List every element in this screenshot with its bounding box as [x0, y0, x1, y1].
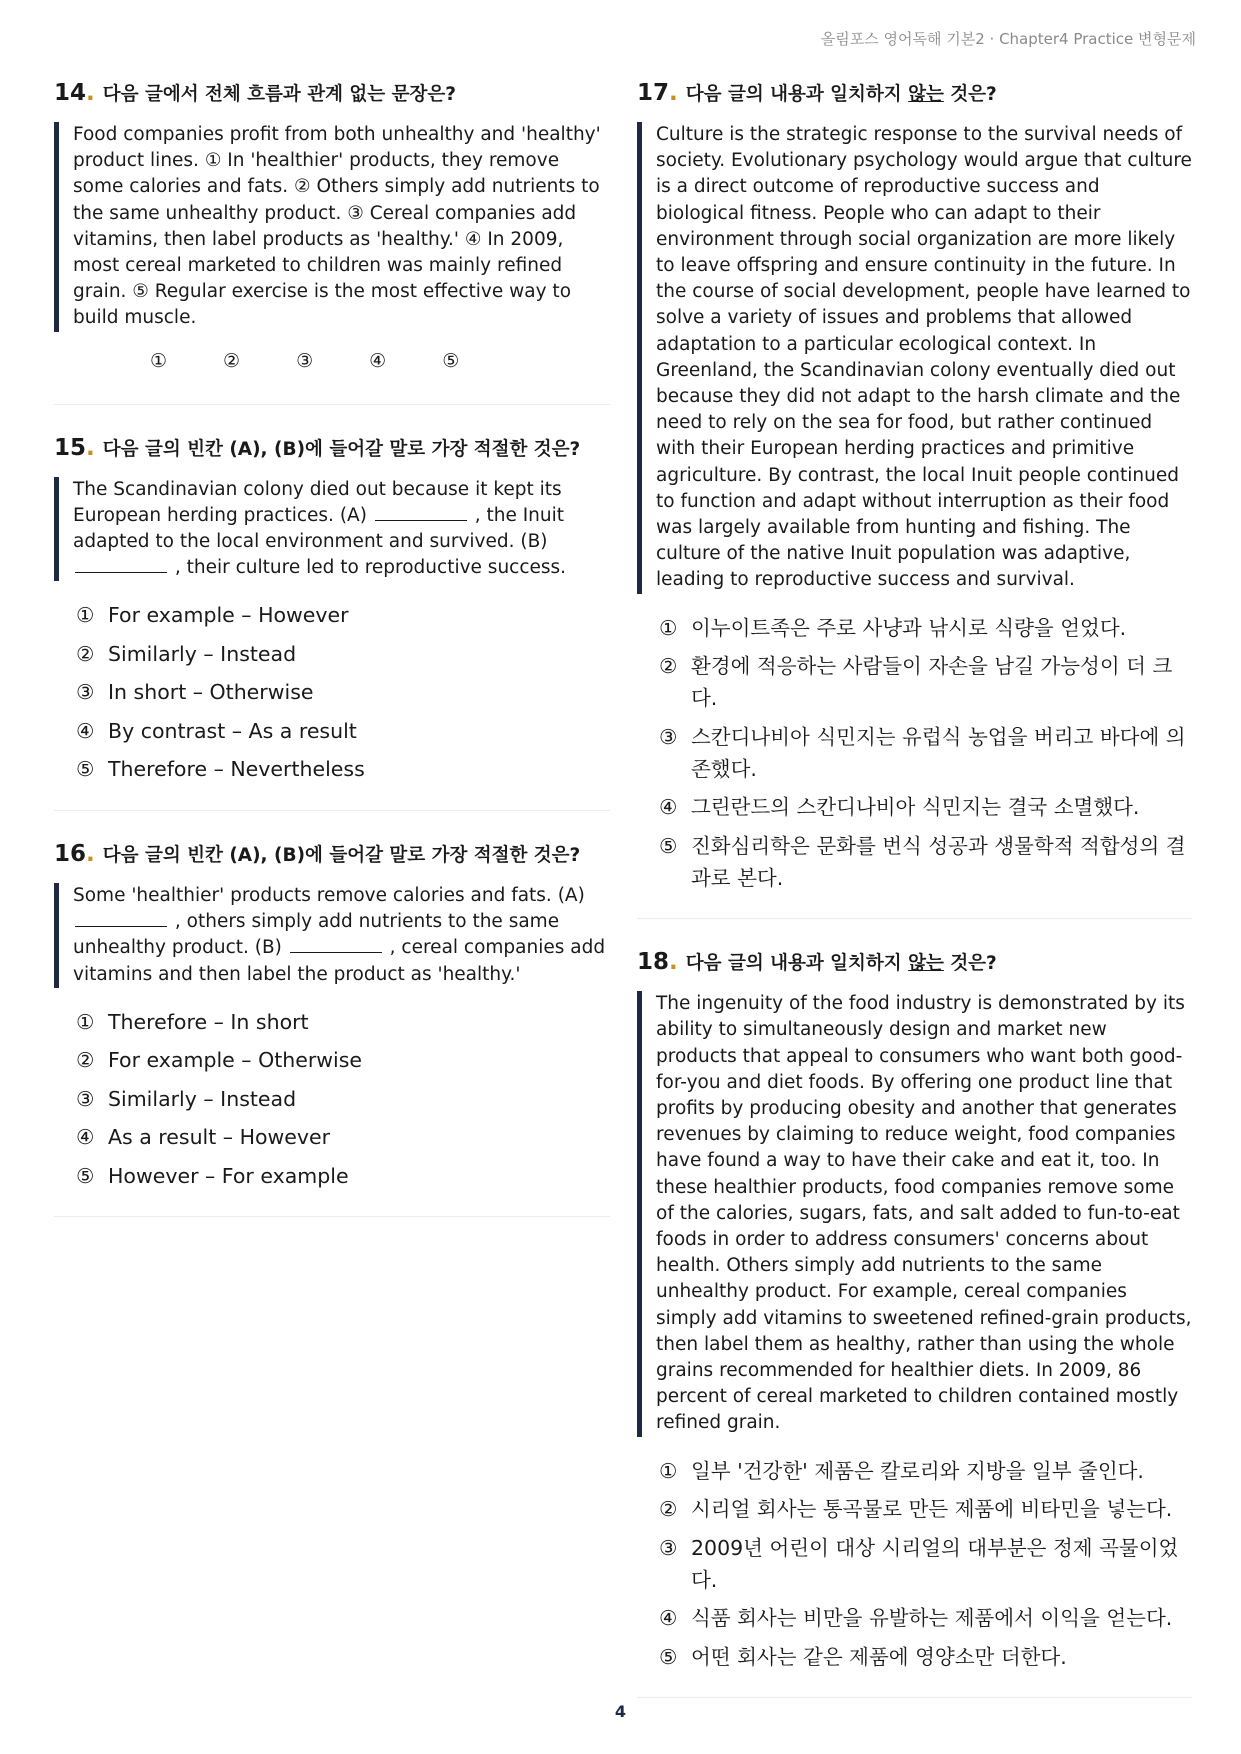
choice-4[interactable]: [659, 1602, 1192, 1634]
right-column: [637, 80, 1192, 1728]
page-number: 4: [614, 1702, 627, 1721]
choice-text: 이누이트족은 주로 사냥과 낚시로 식량을 얻었다.: [691, 615, 1127, 640]
choice-5[interactable]: [76, 753, 610, 785]
question-number-dot: .: [86, 80, 95, 106]
question-14: [54, 80, 610, 405]
choice-number: ⑤: [76, 1163, 95, 1188]
choice-text: 시리얼 회사는 통곡물로 만든 제품에 비타민을 넣는다.: [691, 1497, 1173, 1522]
choice-number: ④: [76, 718, 95, 743]
choice-number: ②: [76, 1048, 95, 1073]
choice-text: For example – Otherwise: [108, 1048, 363, 1073]
choice-2[interactable]: ②: [223, 349, 241, 372]
choice-text: 그린란드의 스칸디나비아 식민지는 결국 소멸했다.: [691, 795, 1140, 820]
choice-2[interactable]: [76, 638, 610, 670]
choice-1[interactable]: [659, 612, 1192, 644]
choice-number: ②: [659, 1497, 678, 1522]
choice-5[interactable]: [659, 1641, 1192, 1673]
choice-number: ①: [76, 1009, 95, 1034]
question-title: [686, 949, 997, 975]
choice-5[interactable]: ⑤: [442, 349, 460, 372]
question-number: 17: [637, 80, 670, 106]
title-text: 다음 글의 내용과 일치하지: [685, 84, 909, 105]
answer-choices: [637, 1455, 1192, 1673]
passage-part: , others simply add nutrients to the same unhealthy product. (B): [73, 911, 560, 959]
choice-text: However – For example: [108, 1163, 349, 1188]
choice-number: ④: [659, 795, 678, 820]
choice-number: ③: [659, 724, 678, 749]
question-title: 다음 글에서 전체 흐름과 관계 없는 문장은?: [102, 84, 456, 105]
choice-text: Similarly – Instead: [108, 1086, 297, 1111]
choice-1[interactable]: [659, 1455, 1192, 1487]
passage: Food companies profit from both unhealthy and 'healthy' product lines. ① In 'healthier' products, they remove some calories and fats. ② Others simply add nutrients to the same unhealthy product. ③ Cereal companies add vitamins, then label products as 'healthy.' ④ In 2009, most cereal marketed to children was mainly refined grain. ⑤ Regular exercise is the most effective way to build muscle.: [54, 122, 610, 332]
choice-number: ②: [659, 654, 678, 679]
title-text: 다음 글의 내용과 일치하지: [685, 953, 909, 975]
question-number: 16: [54, 840, 87, 867]
choice-5[interactable]: [659, 830, 1192, 894]
choice-3[interactable]: ③: [296, 349, 314, 372]
choice-number: ③: [659, 1535, 678, 1560]
answer-choices: [54, 350, 610, 372]
blank-b: [290, 936, 382, 953]
left-column: [54, 80, 610, 1247]
question-number: 15: [54, 434, 87, 461]
choice-number: ⑤: [659, 833, 678, 858]
blank-b: [75, 556, 167, 573]
question-heading: [637, 949, 1192, 975]
title-underlined: 않는: [908, 953, 944, 975]
choice-text: Therefore – In short: [108, 1009, 309, 1034]
question-title: [686, 80, 997, 106]
title-text: 것은?: [943, 84, 997, 105]
question-number: 14: [54, 80, 87, 106]
question-heading: [54, 841, 610, 867]
question-number-dot: .: [86, 434, 95, 461]
choice-3[interactable]: [76, 1083, 610, 1115]
choice-5[interactable]: [76, 1160, 610, 1192]
question-16: [54, 841, 610, 1217]
passage-part: , the Inuit adapted to the local environment and survived. (B): [73, 504, 565, 553]
question-15: [54, 435, 610, 811]
question-title: 다음 글의 빈칸 (A), (B)에 들어갈 말로 가장 적절한 것은?: [102, 438, 581, 460]
answer-choices: [637, 612, 1192, 894]
blank-a: [375, 504, 467, 521]
choice-text: 어떤 회사는 같은 제품에 영양소만 더한다.: [691, 1644, 1067, 1669]
question-title: 다음 글의 빈칸 (A), (B)에 들어갈 말로 가장 적절한 것은?: [102, 844, 581, 866]
question-heading: [54, 435, 610, 461]
choice-text: 스칸디나비아 식민지는 유럽식 농업을 버리고 바다에 의존했다.: [691, 724, 1186, 781]
question-number-dot: .: [86, 840, 95, 867]
choice-1[interactable]: [76, 599, 610, 631]
choice-1[interactable]: [76, 1006, 610, 1038]
choice-3[interactable]: [659, 721, 1192, 785]
choice-1[interactable]: ①: [150, 349, 168, 372]
choice-text: 진화심리학은 문화를 번식 성공과 생물학적 적합성의 결과로 본다.: [691, 833, 1186, 890]
choice-number: ③: [76, 680, 95, 705]
question-17: [637, 80, 1192, 919]
choice-number: ①: [659, 615, 678, 640]
question-number: 18: [637, 949, 670, 976]
choice-text: 식품 회사는 비만을 유발하는 제품에서 이익을 얻는다.: [691, 1606, 1173, 1631]
question-18: [637, 949, 1192, 1698]
choice-2[interactable]: [76, 1044, 610, 1076]
question-number-dot: .: [669, 949, 678, 976]
choice-text: 2009년 어린이 대상 시리얼의 대부분은 정제 곡물이었다.: [691, 1535, 1179, 1592]
choice-text: As a result – However: [108, 1125, 331, 1150]
choice-text: 일부 '건강한' 제품은 칼로리와 지방을 일부 줄인다.: [691, 1458, 1144, 1483]
title-text: 것은?: [943, 953, 997, 975]
answer-choices: [54, 1006, 610, 1192]
question-heading: [54, 80, 610, 106]
passage: [54, 883, 610, 988]
title-underlined: 않는: [908, 84, 944, 105]
passage: [54, 477, 610, 582]
choice-4[interactable]: [76, 1121, 610, 1153]
choice-number: ⑤: [659, 1644, 678, 1669]
choice-text: Similarly – Instead: [108, 641, 297, 666]
passage: Culture is the strategic response to the survival needs of society. Evolutionary psychology would argue that culture is a direct outcome of reproductive success and biological fitness. People who can adapt to their environment through social organization are more likely to leave offspring and ensure continuity in the future. In the course of social development, people have learned to solve a variety of issues and problems that allowed adaptation to a particular ecological context. In Greenland, the Scandinavian colony eventually died out because they did not adapt to the harsh climate and the need to rely on the sea for food, but rather continued with their European herding practices and primitive agriculture. By contrast, the local Inuit people continued to function and adapt without interruption as their food was largely available from hunting and fishing. The culture of the native Inuit population was adaptive, leading to reproductive success and survival.: [637, 122, 1192, 594]
passage-part: , their culture led to reproductive success.: [174, 557, 567, 579]
choice-number: ①: [659, 1458, 678, 1483]
choice-4[interactable]: ④: [369, 349, 387, 372]
choice-4[interactable]: [659, 791, 1192, 823]
answer-choices: [54, 599, 610, 785]
passage-part: , cereal companies add vitamins and then label the product as 'healthy.': [73, 937, 606, 985]
choice-number: ⑤: [76, 757, 95, 782]
page-header: 올림포스 영어독해 기본2 · Chapter4 Practice 변형문제: [820, 30, 1196, 48]
choice-2[interactable]: [659, 1493, 1192, 1525]
choice-text: In short – Otherwise: [108, 680, 314, 705]
choice-text: By contrast – As a result: [108, 718, 357, 743]
question-heading: [637, 80, 1192, 106]
choice-3[interactable]: [659, 1532, 1192, 1596]
choice-number: ②: [76, 641, 95, 666]
choice-text: Therefore – Nevertheless: [108, 757, 365, 782]
choice-3[interactable]: [76, 676, 610, 708]
passage-part: Some 'healthier' products remove calories and fats. (A): [73, 884, 585, 906]
question-number-dot: .: [669, 80, 678, 106]
passage-part: The Scandinavian colony died out because it kept its European herding practices. (A): [73, 478, 562, 526]
choice-text: For example – However: [108, 603, 349, 628]
choice-2[interactable]: [659, 650, 1192, 714]
choice-4[interactable]: [76, 715, 610, 747]
choice-number: ③: [76, 1086, 95, 1111]
choice-text: 환경에 적응하는 사람들이 자손을 남길 가능성이 더 크다.: [691, 654, 1173, 711]
choice-number: ①: [76, 603, 95, 628]
choice-number: ④: [659, 1606, 678, 1631]
passage: The ingenuity of the food industry is demonstrated by its ability to simultaneously design and market new products that appeal to consumers who want both good-for-you and diet foods. By offering one product line that profits by producing obesity and another that generates revenues by claiming to reduce weight, food companies have found a way to have their cake and eat it, too. In these healthier products, food companies remove some of the calories, sugars, fats, and salt added to fun-to-eat foods in order to address consumers' concerns about health. Others simply add nutrients to the same unhealthy product. For example, cereal companies simply add vitamins to sweetened refined-grain products, then label them as healthy, rather than using the whole grains recommended for healthier diets. In 2009, 86 percent of cereal marketed to children contained mostly refined grain.: [637, 991, 1192, 1436]
choice-number: ④: [76, 1125, 95, 1150]
blank-a: [75, 910, 167, 927]
